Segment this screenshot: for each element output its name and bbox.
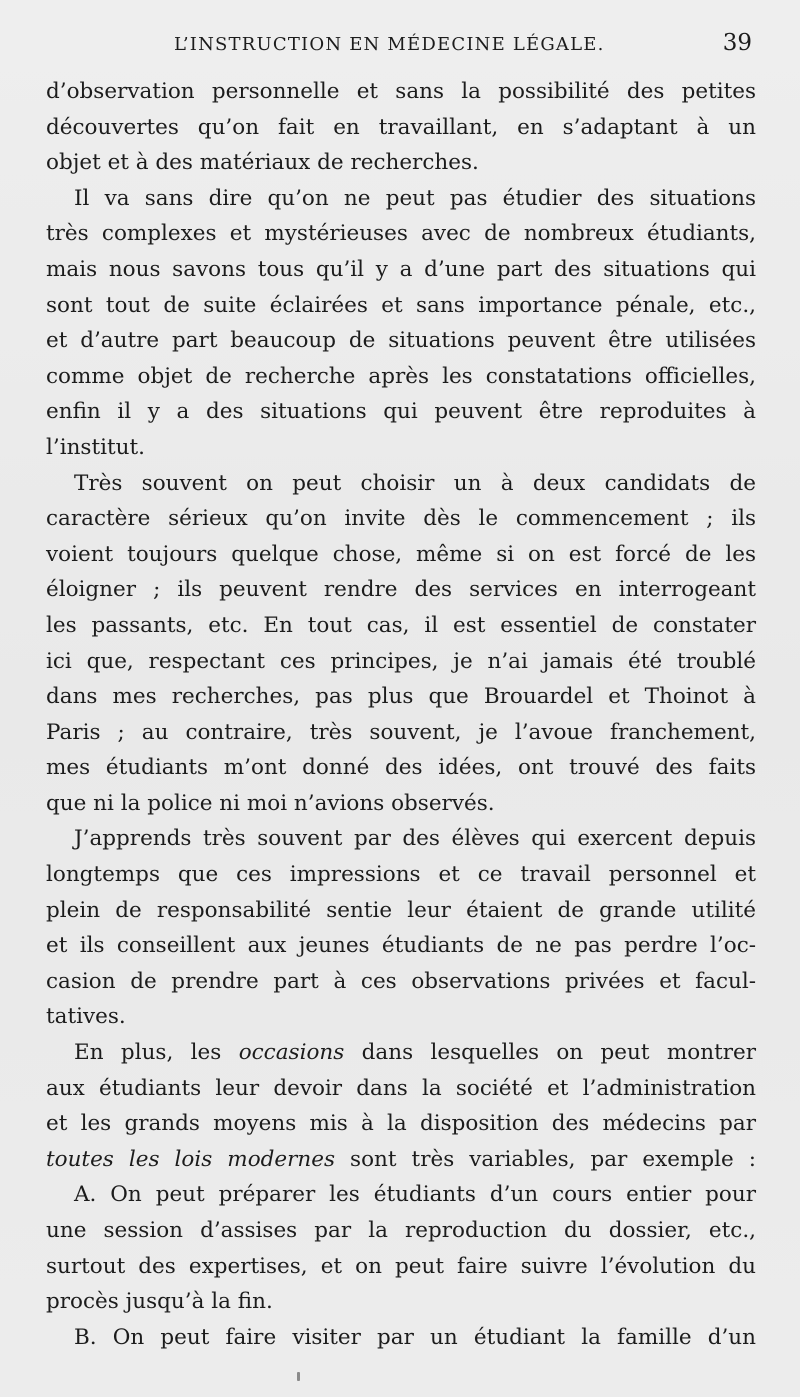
italic-phrase: toutes les lois modernes [46,1146,336,1172]
body-text [46,74,756,1355]
text-line: une session d’assises par la reproduction du dossier, etc., [46,1218,756,1243]
text-line: aux étudiants leur devoir dans la société et l’administration [46,1075,756,1101]
text-line: tatives. [46,1004,126,1030]
text-line: sont tout de suite éclairées et sans importance pénale, etc., [46,292,756,318]
running-title: L’INSTRUCTION EN MÉDECINE LÉGALE. [174,34,605,55]
text-line: voient toujours quelque chose, même si on est forcé de les [46,541,756,567]
text-line: ici que, respectant ces principes, je n’ai jamais été troublé [46,648,756,674]
text-line: et ils conseillent aux jeunes étudiants de ne pas perdre l’oc- [46,933,756,959]
text-line: éloigner ; ils peuvent rendre des services en interrogeant [46,577,756,603]
text-line: caractère sérieux qu’on invite dès le commencement ; ils [46,506,756,532]
text-line: Il va sans dire qu’on ne peut pas étudier des situations [74,185,756,211]
italic-phrase: occasions [238,1040,345,1066]
text-line: surtout des expertises, et on peut faire suivre l’évolution du [46,1253,756,1279]
text-line: très complexes et mystérieuses avec de nombreux étudiants, [46,221,756,247]
text-line: A. On peut préparer les étudiants d’un cours entier pour [74,1182,756,1208]
text-line: procès jusqu’à la fin. [46,1289,273,1315]
text-line [46,1035,756,1071]
page-number: 39 [722,30,752,56]
text-run: En plus, les [74,1040,239,1066]
print-speck [297,1372,300,1381]
text-line: que ni la police ni moi n’avions observés. [46,790,495,816]
text-line: mais nous savons tous qu’il y a d’une part des situations qui [46,256,756,282]
text-line: enfin il y a des situations qui peuvent être reproduites à [46,399,756,425]
text-line: Paris ; au contraire, très souvent, je l’avoue franchement, [46,719,756,745]
text-line: J’apprends très souvent par des élèves qui exercent depuis [74,826,756,852]
text-line: dans mes recherches, pas plus que Brouardel et Thoinot à [46,684,756,710]
text-line: d’observation personnelle et sans la possibilité des petites [46,79,756,104]
text-line: objet et à des matériaux de recherches. [46,150,479,176]
text-line: casion de prendre part à ces observations privées et facul- [46,968,756,994]
text-run: dans lesquelles on peut montrer [344,1040,756,1066]
text-line: l’institut. [46,434,145,460]
text-line: découvertes qu’on fait en travaillant, en s’adaptant à un [46,114,756,140]
text-run: sont très variables, par exemple : [335,1146,756,1172]
text-line: comme objet de recherche après les constatations officielles, [46,363,756,389]
text-line: longtemps que ces impressions et ce travail personnel et [46,862,756,888]
text-line: et d’autre part beaucoup de situations peuvent être utilisées [46,328,756,354]
text-line: les passants, etc. En tout cas, il est essentiel de constater [46,612,756,638]
text-line: Très souvent on peut choisir un à deux candidats de [74,470,756,496]
text-line: mes étudiants m’ont donné des idées, ont trouvé des faits [46,755,756,781]
text-line: et les grands moyens mis à la disposition des médecins par [46,1111,756,1137]
text-line: plein de responsabilité sentie leur étaient de grande utilité [46,897,756,923]
text-line: B. On peut faire visiter par un étudiant la famille d’un [74,1324,756,1350]
page-header [0,30,800,64]
text-line [46,1142,756,1178]
